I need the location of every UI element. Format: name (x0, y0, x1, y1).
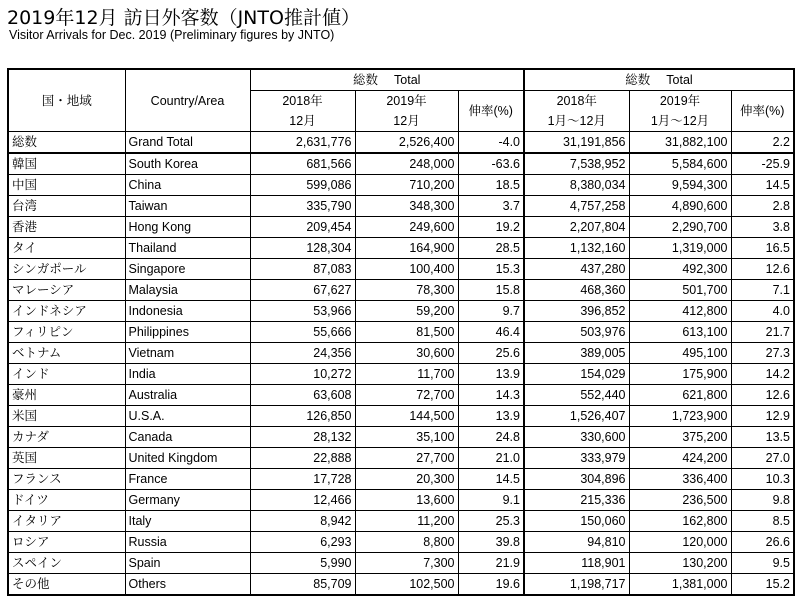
cell-dec-2019: 20,300 (355, 469, 458, 490)
table-row (8, 196, 794, 217)
header-growth-ytd: 伸率(%) (731, 91, 794, 132)
cell-region-en: Italy (125, 511, 250, 532)
cell-ytd-2018: 503,976 (524, 322, 629, 343)
cell-growth: 25.3 (458, 511, 524, 532)
header-2019-dec-month: 12月 (355, 111, 458, 132)
cell-dec-2019: 30,600 (355, 343, 458, 364)
cell-dec-2019: 59,200 (355, 301, 458, 322)
table-row (8, 259, 794, 280)
header-2019-ytd-range: 1月～12月 (629, 111, 731, 132)
cell-dec-2019: 13,600 (355, 490, 458, 511)
cell-growth-ytd: 14.2 (731, 364, 794, 385)
cell-dec-2018: 599,086 (250, 175, 355, 196)
cell-ytd-2018: 468,360 (524, 280, 629, 301)
cell-growth: 15.8 (458, 280, 524, 301)
cell-growth-ytd: 12.9 (731, 406, 794, 427)
cell-region-jp: 中国 (8, 175, 125, 196)
cell-region-jp: 総数 (8, 132, 125, 154)
cell-region-jp: インド (8, 364, 125, 385)
cell-dec-2018: 5,990 (250, 553, 355, 574)
cell-dec-2018: 6,293 (250, 532, 355, 553)
cell-region-en: India (125, 364, 250, 385)
cell-region-jp: 韓国 (8, 153, 125, 175)
cell-ytd-2018: 330,600 (524, 427, 629, 448)
cell-region-en: China (125, 175, 250, 196)
cell-ytd-2018: 437,280 (524, 259, 629, 280)
table-row (8, 448, 794, 469)
cell-ytd-2019: 375,200 (629, 427, 731, 448)
cell-region-jp: シンガポール (8, 259, 125, 280)
cell-region-jp: カナダ (8, 427, 125, 448)
cell-growth: 13.9 (458, 406, 524, 427)
cell-ytd-2018: 552,440 (524, 385, 629, 406)
cell-dec-2019: 2,526,400 (355, 132, 458, 154)
cell-ytd-2018: 4,757,258 (524, 196, 629, 217)
cell-region-en: Russia (125, 532, 250, 553)
cell-ytd-2019: 4,890,600 (629, 196, 731, 217)
cell-ytd-2018: 1,198,717 (524, 574, 629, 596)
cell-ytd-2018: 2,207,804 (524, 217, 629, 238)
cell-dec-2019: 249,600 (355, 217, 458, 238)
cell-region-en: Taiwan (125, 196, 250, 217)
cell-region-en: Indonesia (125, 301, 250, 322)
cell-growth-ytd: 21.7 (731, 322, 794, 343)
cell-ytd-2019: 31,882,100 (629, 132, 731, 154)
cell-dec-2019: 144,500 (355, 406, 458, 427)
header-2018-dec-year: 2018年 (250, 91, 355, 112)
cell-region-jp: フィリピン (8, 322, 125, 343)
cell-growth-ytd: 8.5 (731, 511, 794, 532)
cell-dec-2018: 8,942 (250, 511, 355, 532)
cell-region-en: United Kingdom (125, 448, 250, 469)
cell-growth-ytd: 12.6 (731, 385, 794, 406)
cell-ytd-2019: 1,723,900 (629, 406, 731, 427)
cell-growth-ytd: 2.2 (731, 132, 794, 154)
cell-ytd-2019: 5,584,600 (629, 153, 731, 175)
cell-region-en: Philippines (125, 322, 250, 343)
table-row (8, 343, 794, 364)
cell-region-jp: 豪州 (8, 385, 125, 406)
cell-region-jp: ドイツ (8, 490, 125, 511)
table-row (8, 217, 794, 238)
header-2019-dec-year: 2019年 (355, 91, 458, 112)
cell-dec-2019: 11,200 (355, 511, 458, 532)
cell-ytd-2019: 492,300 (629, 259, 731, 280)
cell-dec-2018: 10,272 (250, 364, 355, 385)
cell-dec-2018: 22,888 (250, 448, 355, 469)
cell-region-en: Australia (125, 385, 250, 406)
header-region-en: Country/Area (125, 69, 250, 132)
header-2018-ytd-year: 2018年 (524, 91, 629, 112)
cell-ytd-2019: 2,290,700 (629, 217, 731, 238)
cell-dec-2019: 348,300 (355, 196, 458, 217)
cell-growth: 39.8 (458, 532, 524, 553)
cell-dec-2018: 53,966 (250, 301, 355, 322)
table-row (8, 574, 794, 596)
table-row (8, 427, 794, 448)
table-row (8, 322, 794, 343)
cell-growth: 24.8 (458, 427, 524, 448)
cell-region-jp: タイ (8, 238, 125, 259)
cell-dec-2018: 335,790 (250, 196, 355, 217)
cell-growth-ytd: 4.0 (731, 301, 794, 322)
table-row (8, 532, 794, 553)
header-2018-ytd-range: 1月～12月 (524, 111, 629, 132)
cell-ytd-2018: 150,060 (524, 511, 629, 532)
header-2018-dec-month: 12月 (250, 111, 355, 132)
cell-dec-2019: 35,100 (355, 427, 458, 448)
cell-ytd-2018: 94,810 (524, 532, 629, 553)
table-row (8, 406, 794, 427)
cell-ytd-2019: 162,800 (629, 511, 731, 532)
cell-growth-ytd: 27.0 (731, 448, 794, 469)
cell-growth: 15.3 (458, 259, 524, 280)
cell-growth: 14.5 (458, 469, 524, 490)
cell-dec-2019: 27,700 (355, 448, 458, 469)
cell-growth-ytd: 12.6 (731, 259, 794, 280)
cell-region-jp: イタリア (8, 511, 125, 532)
cell-dec-2018: 128,304 (250, 238, 355, 259)
cell-growth-ytd: 15.2 (731, 574, 794, 596)
cell-region-en: France (125, 469, 250, 490)
cell-region-jp: 香港 (8, 217, 125, 238)
cell-ytd-2018: 8,380,034 (524, 175, 629, 196)
cell-region-en: Malaysia (125, 280, 250, 301)
header-group-ytd: 総数 Total (524, 69, 794, 91)
cell-dec-2019: 78,300 (355, 280, 458, 301)
cell-ytd-2018: 154,029 (524, 364, 629, 385)
page-subtitle: Visitor Arrivals for Dec. 2019 (Preliminary figures by JNTO) (9, 28, 335, 42)
cell-dec-2018: 24,356 (250, 343, 355, 364)
cell-dec-2019: 72,700 (355, 385, 458, 406)
cell-ytd-2019: 1,381,000 (629, 574, 731, 596)
cell-region-en: Grand Total (125, 132, 250, 154)
cell-region-en: Vietnam (125, 343, 250, 364)
cell-ytd-2018: 1,132,160 (524, 238, 629, 259)
cell-dec-2019: 8,800 (355, 532, 458, 553)
cell-dec-2018: 63,608 (250, 385, 355, 406)
cell-growth: 13.9 (458, 364, 524, 385)
cell-ytd-2018: 215,336 (524, 490, 629, 511)
cell-ytd-2019: 613,100 (629, 322, 731, 343)
cell-ytd-2019: 130,200 (629, 553, 731, 574)
cell-growth-ytd: 16.5 (731, 238, 794, 259)
cell-ytd-2019: 120,000 (629, 532, 731, 553)
table-row (8, 301, 794, 322)
table-row (8, 511, 794, 532)
cell-growth-ytd: 2.8 (731, 196, 794, 217)
cell-ytd-2018: 7,538,952 (524, 153, 629, 175)
table-row (8, 490, 794, 511)
cell-growth: 21.0 (458, 448, 524, 469)
cell-region-en: U.S.A. (125, 406, 250, 427)
table-row-total (8, 132, 794, 154)
cell-dec-2019: 710,200 (355, 175, 458, 196)
table-row (8, 469, 794, 490)
cell-growth: 3.7 (458, 196, 524, 217)
cell-growth: 14.3 (458, 385, 524, 406)
cell-dec-2019: 102,500 (355, 574, 458, 596)
cell-growth-ytd: 7.1 (731, 280, 794, 301)
cell-growth-ytd: 10.3 (731, 469, 794, 490)
visitor-arrivals-table (7, 68, 795, 596)
cell-growth-ytd: 3.8 (731, 217, 794, 238)
cell-ytd-2019: 236,500 (629, 490, 731, 511)
cell-dec-2019: 248,000 (355, 153, 458, 175)
table-row (8, 153, 794, 175)
cell-region-jp: 台湾 (8, 196, 125, 217)
cell-growth-ytd: 14.5 (731, 175, 794, 196)
table-body (8, 132, 794, 596)
cell-growth: -4.0 (458, 132, 524, 154)
cell-region-en: Hong Kong (125, 217, 250, 238)
cell-region-en: Singapore (125, 259, 250, 280)
cell-dec-2019: 100,400 (355, 259, 458, 280)
cell-dec-2018: 2,631,776 (250, 132, 355, 154)
cell-growth: 9.7 (458, 301, 524, 322)
cell-growth: 19.6 (458, 574, 524, 596)
cell-growth-ytd: 9.8 (731, 490, 794, 511)
cell-dec-2018: 126,850 (250, 406, 355, 427)
header-2019-ytd-year: 2019年 (629, 91, 731, 112)
cell-region-en: Germany (125, 490, 250, 511)
cell-ytd-2018: 396,852 (524, 301, 629, 322)
cell-ytd-2019: 336,400 (629, 469, 731, 490)
cell-growth: 21.9 (458, 553, 524, 574)
cell-ytd-2018: 1,526,407 (524, 406, 629, 427)
cell-growth: 46.4 (458, 322, 524, 343)
cell-region-jp: 英国 (8, 448, 125, 469)
cell-dec-2018: 67,627 (250, 280, 355, 301)
cell-region-en: Canada (125, 427, 250, 448)
cell-region-en: South Korea (125, 153, 250, 175)
table-row (8, 553, 794, 574)
cell-ytd-2018: 333,979 (524, 448, 629, 469)
table-row (8, 175, 794, 196)
cell-ytd-2019: 412,800 (629, 301, 731, 322)
table-row (8, 280, 794, 301)
cell-ytd-2019: 1,319,000 (629, 238, 731, 259)
cell-growth: 18.5 (458, 175, 524, 196)
cell-ytd-2018: 118,901 (524, 553, 629, 574)
cell-ytd-2019: 424,200 (629, 448, 731, 469)
cell-dec-2019: 11,700 (355, 364, 458, 385)
cell-dec-2018: 87,083 (250, 259, 355, 280)
cell-ytd-2019: 9,594,300 (629, 175, 731, 196)
header-row-1 (8, 69, 794, 91)
table-row (8, 364, 794, 385)
header-group-month: 総数 Total (250, 69, 524, 91)
cell-ytd-2019: 495,100 (629, 343, 731, 364)
cell-dec-2018: 28,132 (250, 427, 355, 448)
cell-growth: 9.1 (458, 490, 524, 511)
cell-growth: 28.5 (458, 238, 524, 259)
cell-region-en: Thailand (125, 238, 250, 259)
cell-dec-2018: 209,454 (250, 217, 355, 238)
cell-dec-2019: 164,900 (355, 238, 458, 259)
cell-ytd-2019: 501,700 (629, 280, 731, 301)
cell-growth: 19.2 (458, 217, 524, 238)
cell-region-en: Spain (125, 553, 250, 574)
cell-dec-2018: 17,728 (250, 469, 355, 490)
cell-dec-2019: 81,500 (355, 322, 458, 343)
cell-growth-ytd: 9.5 (731, 553, 794, 574)
cell-growth-ytd: 27.3 (731, 343, 794, 364)
cell-ytd-2019: 175,900 (629, 364, 731, 385)
cell-dec-2018: 12,466 (250, 490, 355, 511)
cell-growth: 25.6 (458, 343, 524, 364)
table-row (8, 385, 794, 406)
cell-region-jp: ベトナム (8, 343, 125, 364)
cell-dec-2018: 55,666 (250, 322, 355, 343)
cell-growth-ytd: -25.9 (731, 153, 794, 175)
cell-dec-2018: 681,566 (250, 153, 355, 175)
header-region-jp: 国・地域 (8, 69, 125, 132)
cell-region-jp: インドネシア (8, 301, 125, 322)
cell-ytd-2019: 621,800 (629, 385, 731, 406)
cell-region-jp: マレーシア (8, 280, 125, 301)
cell-region-en: Others (125, 574, 250, 596)
cell-region-jp: 米国 (8, 406, 125, 427)
cell-ytd-2018: 31,191,856 (524, 132, 629, 154)
cell-growth-ytd: 26.6 (731, 532, 794, 553)
cell-growth-ytd: 13.5 (731, 427, 794, 448)
cell-region-jp: ロシア (8, 532, 125, 553)
page-title: 2019年12月 訪日外客数（JNTO推計値） (7, 7, 360, 29)
table-row (8, 238, 794, 259)
header-growth: 伸率(%) (458, 91, 524, 132)
cell-dec-2019: 7,300 (355, 553, 458, 574)
cell-region-jp: その他 (8, 574, 125, 596)
cell-growth: -63.6 (458, 153, 524, 175)
cell-region-jp: スペイン (8, 553, 125, 574)
cell-ytd-2018: 389,005 (524, 343, 629, 364)
cell-region-jp: フランス (8, 469, 125, 490)
cell-ytd-2018: 304,896 (524, 469, 629, 490)
cell-dec-2018: 85,709 (250, 574, 355, 596)
